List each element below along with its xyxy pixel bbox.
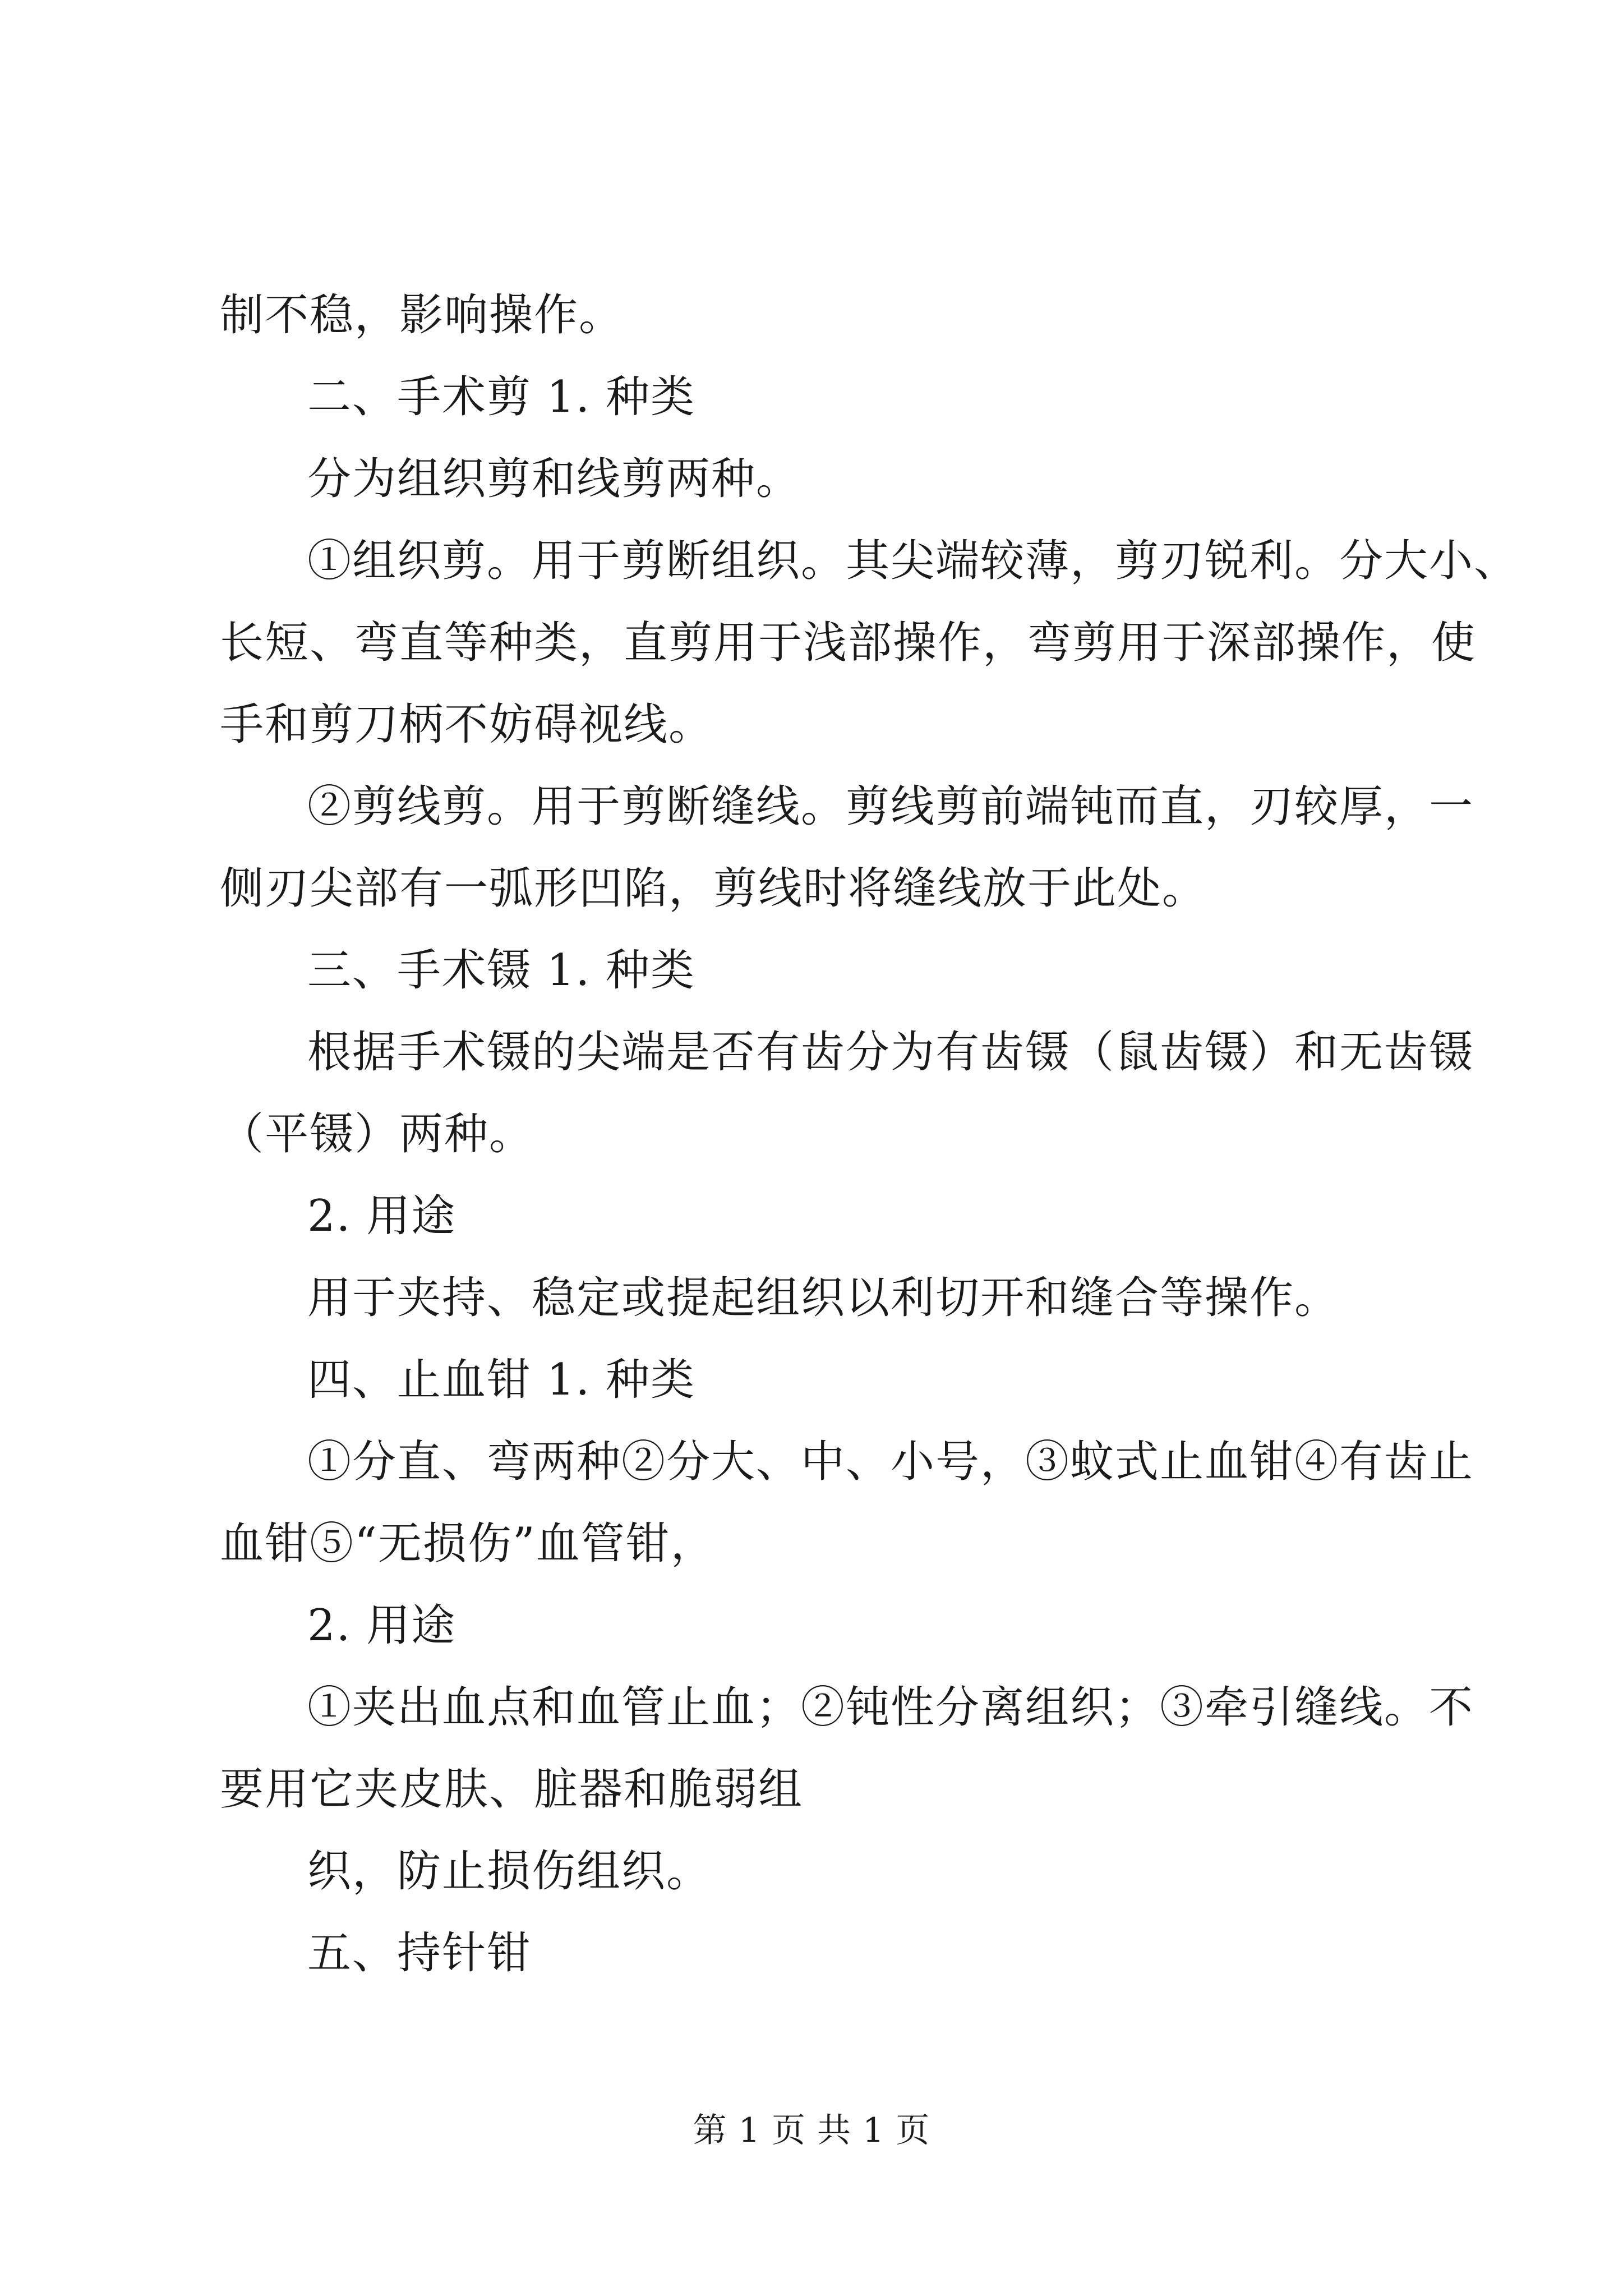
text-line: 要用它夹皮肤、脏器和脆弱组 xyxy=(220,1764,804,1815)
text-line: 织，防止损伤组织。 xyxy=(307,1846,712,1897)
section-heading: 二、手术剪 1. 种类 xyxy=(307,372,696,422)
text-line: 根据手术镊的尖端是否有齿分为有齿镊（鼠齿镊）和无齿镊 xyxy=(307,1027,1474,1078)
text-line: ①分直、弯两种②分大、中、小号，③蚊式止血钳④有齿止 xyxy=(307,1437,1474,1487)
text-line: ①组织剪。用于剪断组织。其尖端较薄，剪刃锐利。分大小、 xyxy=(307,536,1519,586)
text-line: 血钳⑤“无损伤”血管钳， xyxy=(220,1519,716,1569)
text-line: ①夹出血点和血管止血；②钝性分离组织；③牵引缝线。不 xyxy=(307,1682,1474,1733)
section-heading: 五、持针钳 xyxy=(307,1928,532,1978)
text-line: 手和剪刀柄不妨碍视线。 xyxy=(220,700,714,750)
text-line: 制不稳，影响操作。 xyxy=(220,290,624,341)
text-line: 长短、弯直等种类，直剪用于浅部操作，弯剪用于深部操作，使 xyxy=(220,618,1477,668)
section-heading: 四、止血钳 1. 种类 xyxy=(307,1355,696,1405)
text-line: 用于夹持、稳定或提起组织以利切开和缝合等操作。 xyxy=(307,1273,1340,1323)
text-line: 分为组织剪和线剪两种。 xyxy=(307,454,801,504)
text-line: ②剪线剪。用于剪断缝线。剪线剪前端钝而直，刃较厚，一 xyxy=(307,781,1474,832)
text-line: （平镊）两种。 xyxy=(220,1109,534,1159)
subheading: 2. 用途 xyxy=(307,1191,457,1241)
page-footer: 第 1 页 共 1 页 xyxy=(693,2111,930,2150)
text-line: 侧刃尖部有一弧形凹陷，剪线时将缝线放于此处。 xyxy=(220,863,1207,914)
subheading: 2. 用途 xyxy=(307,1600,457,1651)
section-heading: 三、手术镊 1. 种类 xyxy=(307,945,696,996)
